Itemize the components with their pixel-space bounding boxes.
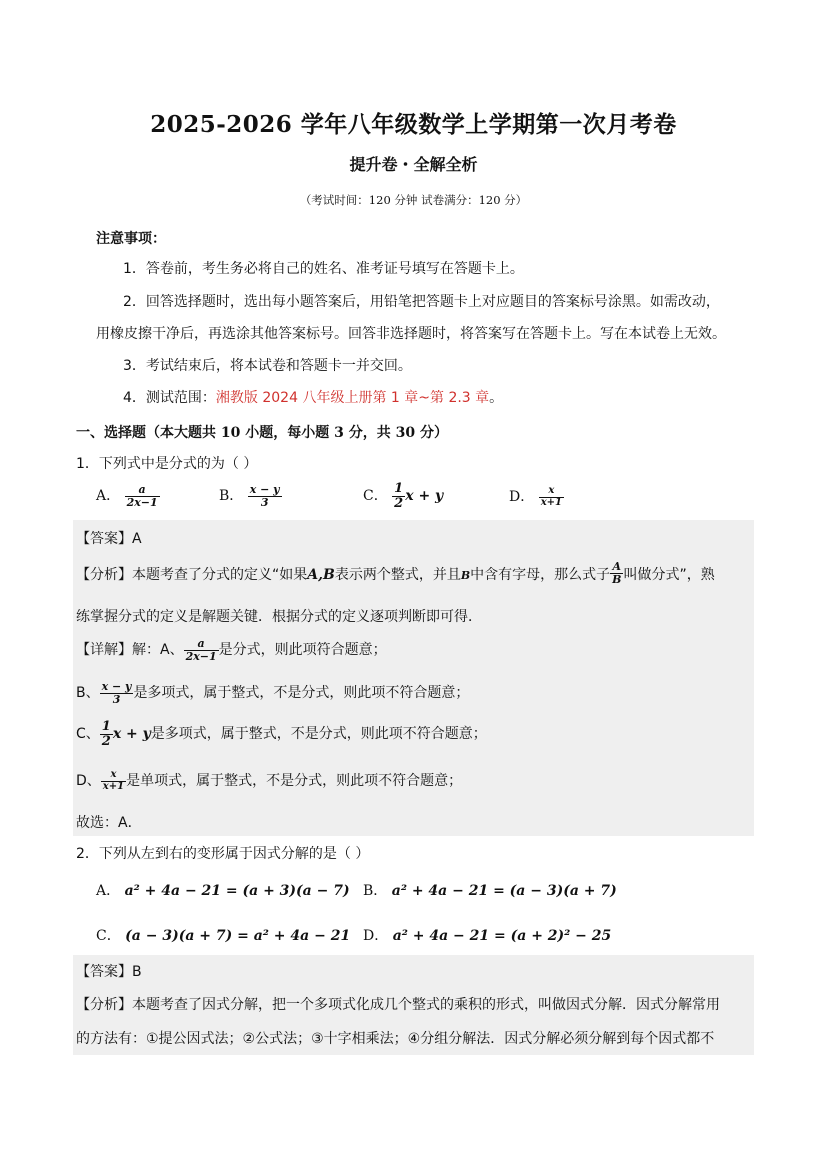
option-c-rest: x + y xyxy=(405,488,444,505)
option-a-fraction xyxy=(125,484,160,508)
q1-analysis-b: B xyxy=(460,569,471,582)
note-item-4-prefix: 4．测试范围： xyxy=(123,390,216,406)
q1-analysis-frac-num: A xyxy=(610,561,623,574)
note-item-1: 1．答卷前，考生务必将自己的姓名、准考证号填写在答题卡上。 xyxy=(123,261,524,277)
note-item-3: 3．考试结束后，将本试卷和答题卡一并交回。 xyxy=(123,358,412,374)
q1-detail-d-prefix: D、 xyxy=(76,773,101,789)
q2-option-c-label: C． xyxy=(96,928,121,944)
question-1-option-a xyxy=(96,484,160,508)
q2-option-c-expression: (a − 3)(a + 7) = a² + 4a − 21 xyxy=(125,928,351,944)
option-b-label: B． xyxy=(219,488,244,505)
q1-analysis-mid-1: 表示两个整式，并且 xyxy=(334,567,461,583)
q1-detail-c-prefix: C、 xyxy=(76,726,100,743)
q1-analysis-line-2: 练掌握分式的定义是解题关键．根据分式的定义逐项判断即可得． xyxy=(76,609,482,625)
q1-detail-c-num: 1 xyxy=(101,719,111,734)
option-c-label: C． xyxy=(363,488,388,505)
q1-detail-b-fraction xyxy=(100,681,134,705)
q1-detail-a-fraction xyxy=(184,638,219,662)
note-item-2-line-1: 2．回答选择题时，选出每小题答案后，用铅笔把答题卡上对应题目的答案标号涂黑。如需改动， xyxy=(123,294,720,310)
q1-analysis-ab: A,B xyxy=(307,567,335,583)
q2-option-b-expression: a² + 4a − 21 = (a − 3)(a + 7) xyxy=(391,883,617,899)
q1-detail-a xyxy=(76,638,387,662)
option-d-denominator: x+1 xyxy=(540,496,562,508)
q1-answer: 【答案】A xyxy=(76,531,142,547)
q1-detail-a-num: a xyxy=(184,638,219,651)
option-b-denominator: 3 xyxy=(260,495,269,509)
option-c-numerator: 1 xyxy=(394,481,404,496)
question-1-option-b xyxy=(219,484,282,508)
q1-detail-c-text: 是多项式，属于整式，不是分式，则此项不符合题意； xyxy=(150,726,487,743)
question-1-stem: 1．下列式中是分式的为（ ） xyxy=(76,456,258,472)
q1-detail-b xyxy=(76,681,469,705)
note-item-4-suffix: 。 xyxy=(489,390,504,406)
q1-detail-a-den: 2x−1 xyxy=(185,649,217,663)
q1-analysis-line-1 xyxy=(76,559,715,586)
option-c-fraction xyxy=(392,482,405,510)
q2-analysis-line-2: 的方法有：①提公因式法；②公式法；③十字相乘法；④分组分解法．因式分解必须分解到每个因式都不 xyxy=(76,1031,715,1047)
q1-detail-c-den: 2 xyxy=(101,733,111,749)
q2-option-a-expression: a² + 4a − 21 = (a + 3)(a − 7) xyxy=(124,883,350,899)
q2-option-a-label: A． xyxy=(96,883,121,899)
test-range: 湘教版 2024 八年级上册第 1 章~第 2.3 章 xyxy=(215,390,490,406)
q1-analysis-fraction xyxy=(610,561,623,585)
question-2-option-b xyxy=(363,880,617,900)
option-d-numerator: x xyxy=(539,486,564,498)
q1-analysis-frac-den: B xyxy=(612,572,622,586)
q1-analysis-prefix: 【分析】本题考查了分式的定义“如果 xyxy=(76,567,308,583)
question-2-stem: 2．下列从左到右的变形属于因式分解的是（ ） xyxy=(76,846,370,862)
option-a-denominator: 2x−1 xyxy=(126,495,158,509)
q1-detail-b-num: x − y xyxy=(101,680,132,693)
q1-analysis-mid-2: 中含有字母，那么式子 xyxy=(470,567,611,583)
q1-detail-c-fraction xyxy=(100,720,113,748)
section-heading: 一、选择题（本大题共 10 小题，每小题 3 分，共 30 分） xyxy=(76,425,448,441)
notes-heading: 注意事项： xyxy=(96,231,166,247)
q1-detail-b-den: 3 xyxy=(112,692,121,706)
q1-analysis-suffix: 叫做分式”，熟 xyxy=(623,567,715,583)
exam-meta: （考试时间：120 分钟 试卷满分：120 分） xyxy=(299,193,528,207)
q1-detail-a-text: 是分式，则此项符合题意； xyxy=(218,642,387,659)
q1-detail-c-rest: x + y xyxy=(112,726,151,743)
question-2-option-a xyxy=(96,880,350,900)
q1-detail-d-num: x xyxy=(101,770,126,782)
page-title: 2025-2026 学年八年级数学上学期第一次月考卷 xyxy=(150,111,677,138)
question-1-option-d xyxy=(509,486,564,508)
q2-option-d-expression: a² + 4a − 21 = (a + 2)² − 25 xyxy=(392,928,612,944)
question-2-option-c xyxy=(96,925,350,945)
q1-detail-prefix: 【详解】解：A、 xyxy=(76,642,184,659)
page-subtitle: 提升卷・全解全析 xyxy=(349,155,478,174)
q1-detail-b-prefix: B、 xyxy=(76,685,100,702)
q2-option-b-label: B． xyxy=(363,883,388,899)
option-b-numerator: x − y xyxy=(249,483,280,496)
q1-detail-d-text: 是单项式，属于整式，不是分式，则此项不符合题意； xyxy=(126,773,463,789)
option-d-label: D． xyxy=(509,489,535,505)
q1-detail-d xyxy=(76,770,462,792)
note-item-4 xyxy=(123,387,503,407)
note-item-2-line-2: 用橡皮擦干净后，再选涂其他答案标号。回答非选择题时，将答案写在答题卡上。写在本试卷上无效。 xyxy=(96,326,726,342)
q2-analysis-line-1: 【分析】本题考查了因式分解，把一个多项式化成几个整式的乘积的形式，叫做因式分解．因式分解常用 xyxy=(76,997,720,1013)
option-a-numerator: a xyxy=(125,484,160,497)
q1-conclusion: 故选：A． xyxy=(76,815,142,831)
q2-option-d-label: D． xyxy=(363,928,389,944)
option-a-label: A． xyxy=(96,488,121,505)
q1-detail-d-den: x+1 xyxy=(102,780,125,792)
option-d-fraction xyxy=(539,486,564,508)
q1-detail-b-text: 是多项式，属于整式，不是分式，则此项不符合题意； xyxy=(133,685,470,702)
q1-detail-c xyxy=(76,720,487,748)
q2-answer: 【答案】B xyxy=(76,964,142,980)
q1-detail-d-fraction xyxy=(101,770,126,792)
option-b-fraction xyxy=(248,484,282,508)
question-1-option-c xyxy=(363,482,443,510)
option-c-denominator: 2 xyxy=(394,495,404,511)
question-2-option-d xyxy=(363,925,611,945)
